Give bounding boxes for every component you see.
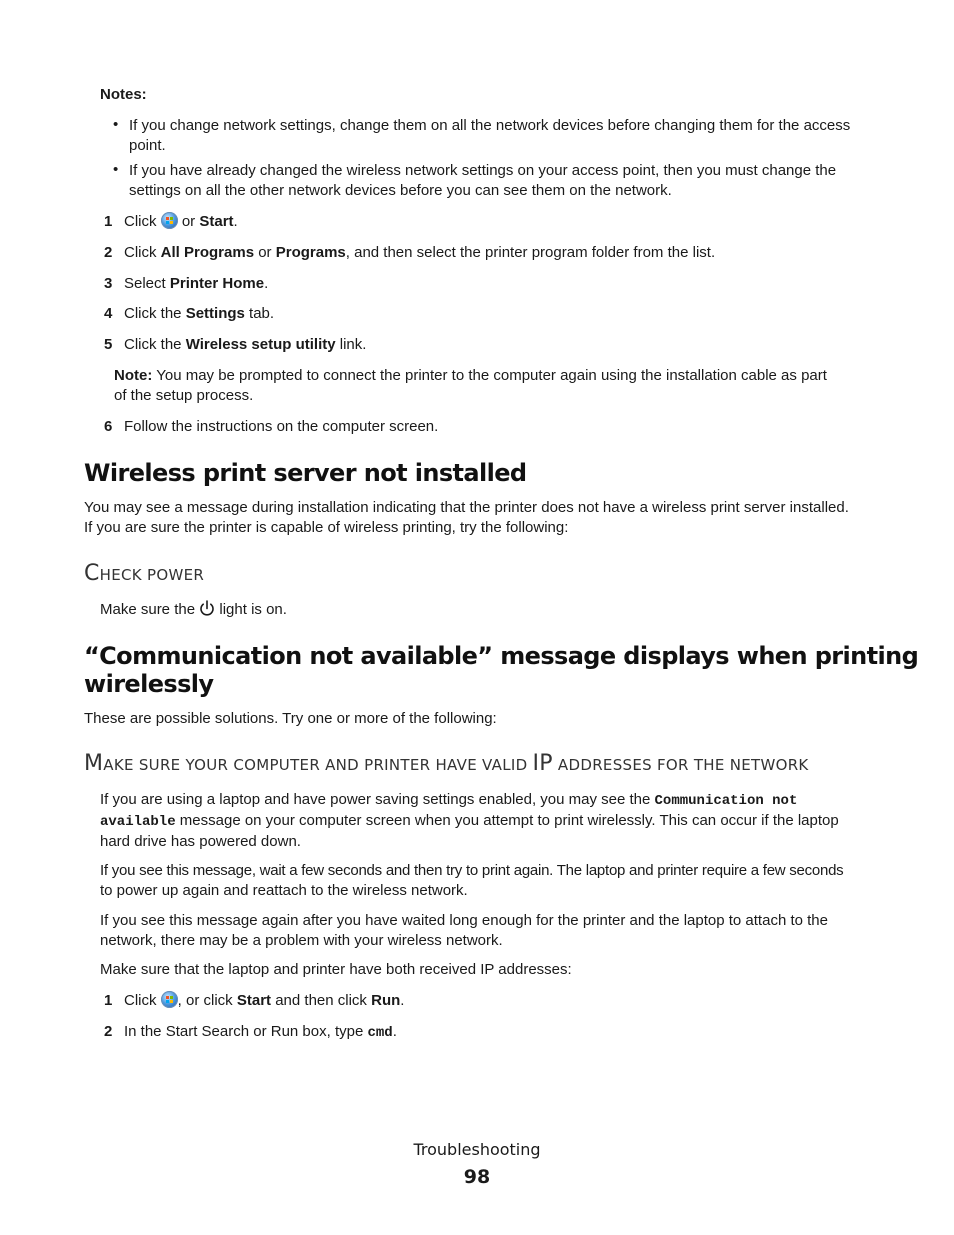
step-number: 4: [104, 305, 113, 322]
step-number: 6: [104, 418, 113, 435]
windows-start-orb-icon: [161, 212, 178, 229]
section2-p1-line-1: If you are using a laptop and have power saving settings enabled, you may see the Communication not: [100, 791, 798, 809]
windows-start-orb-icon: [161, 991, 178, 1008]
power-icon: [199, 600, 215, 617]
step-5-text: Click the Wireless setup utility link.: [124, 336, 367, 353]
check-power-text: Make sure the light is on.: [100, 601, 287, 618]
section2-p1-line-3: hard drive has powered down.: [100, 833, 301, 850]
step-1-text: Click or Start.: [124, 213, 238, 230]
section1-paragraph-line-2: If you are sure the printer is capable of wireless printing, try the following:: [84, 519, 569, 536]
ip-step-1-text: Click , or click Start and then click Run.: [124, 992, 405, 1009]
page-number: 98: [463, 1166, 491, 1188]
step-2-text: Click All Programs or Programs, and then select the printer program folder from the list.: [124, 244, 716, 261]
bullet-dot: •: [113, 116, 119, 133]
section2-p2-line-1: If you see this message, wait a few seconds and then try to print again. The laptop and printer require a few seconds: [100, 862, 844, 879]
bullet-dot: •: [113, 161, 119, 178]
section2-p3-line-1: If you see this message again after you have waited long enough for the printer and the laptop to attach to the: [100, 912, 828, 929]
section2-p4: Make sure that the laptop and printer have both received IP addresses:: [100, 961, 572, 978]
step-number: 2: [104, 244, 113, 261]
step-3-text: Select Printer Home.: [124, 275, 269, 292]
step-6-text: Follow the instructions on the computer screen.: [124, 418, 439, 435]
step-number: 1: [104, 992, 113, 1009]
note-bullet-2-line-2: settings on all the other network devices before you can see them on the network.: [129, 182, 672, 199]
note-bullet-1-line-2: point.: [129, 137, 166, 154]
section2-p1-line-2: available message on your computer screen when you attempt to print wirelessly. This can occur if the laptop: [100, 812, 839, 830]
subheading-check-power: CHECK POWER: [84, 561, 205, 586]
section2-p2-line-2: to power up again and reattach to the wireless network.: [100, 882, 468, 899]
note-bullet-1-line-1: If you change network settings, change them on all the network devices before changing them for the access: [129, 117, 851, 134]
ip-step-2-text: In the Start Search or Run box, type cmd.: [124, 1023, 397, 1041]
step-number: 5: [104, 336, 113, 353]
note-bullet-2-line-1: If you have already changed the wireless network settings on your access point, then you must change the: [129, 162, 837, 179]
section-heading-communication-not-available-line-1: “Communication not available” message displays when printing: [84, 642, 919, 670]
setup-note-line-2: of the setup process.: [114, 387, 254, 404]
step-number: 2: [104, 1023, 113, 1040]
footer-section-label: Troubleshooting: [413, 1140, 541, 1159]
step-4-text: Click the Settings tab.: [124, 305, 275, 322]
section-heading-communication-not-available-line-2: wirelessly: [84, 670, 214, 698]
setup-note-line-1: Note: You may be prompted to connect the printer to the computer again using the installation cable as part: [114, 367, 827, 384]
section2-p3-line-2: network, there may be a problem with your wireless network.: [100, 932, 503, 949]
section2-intro: These are possible solutions. Try one or more of the following:: [84, 710, 497, 727]
step-number: 3: [104, 275, 113, 292]
section1-paragraph-line-1: You may see a message during installation indicating that the printer does not have a wireless print server installed.: [84, 499, 849, 516]
subheading-valid-ip-addresses: MAKE SURE YOUR COMPUTER AND PRINTER HAVE VALID IP ADDRESSES FOR THE NETWORK: [84, 751, 809, 776]
step-number: 1: [104, 213, 113, 230]
notes-heading: Notes:: [100, 86, 147, 103]
section-heading-wireless-print-server: Wireless print server not installed: [84, 459, 527, 487]
